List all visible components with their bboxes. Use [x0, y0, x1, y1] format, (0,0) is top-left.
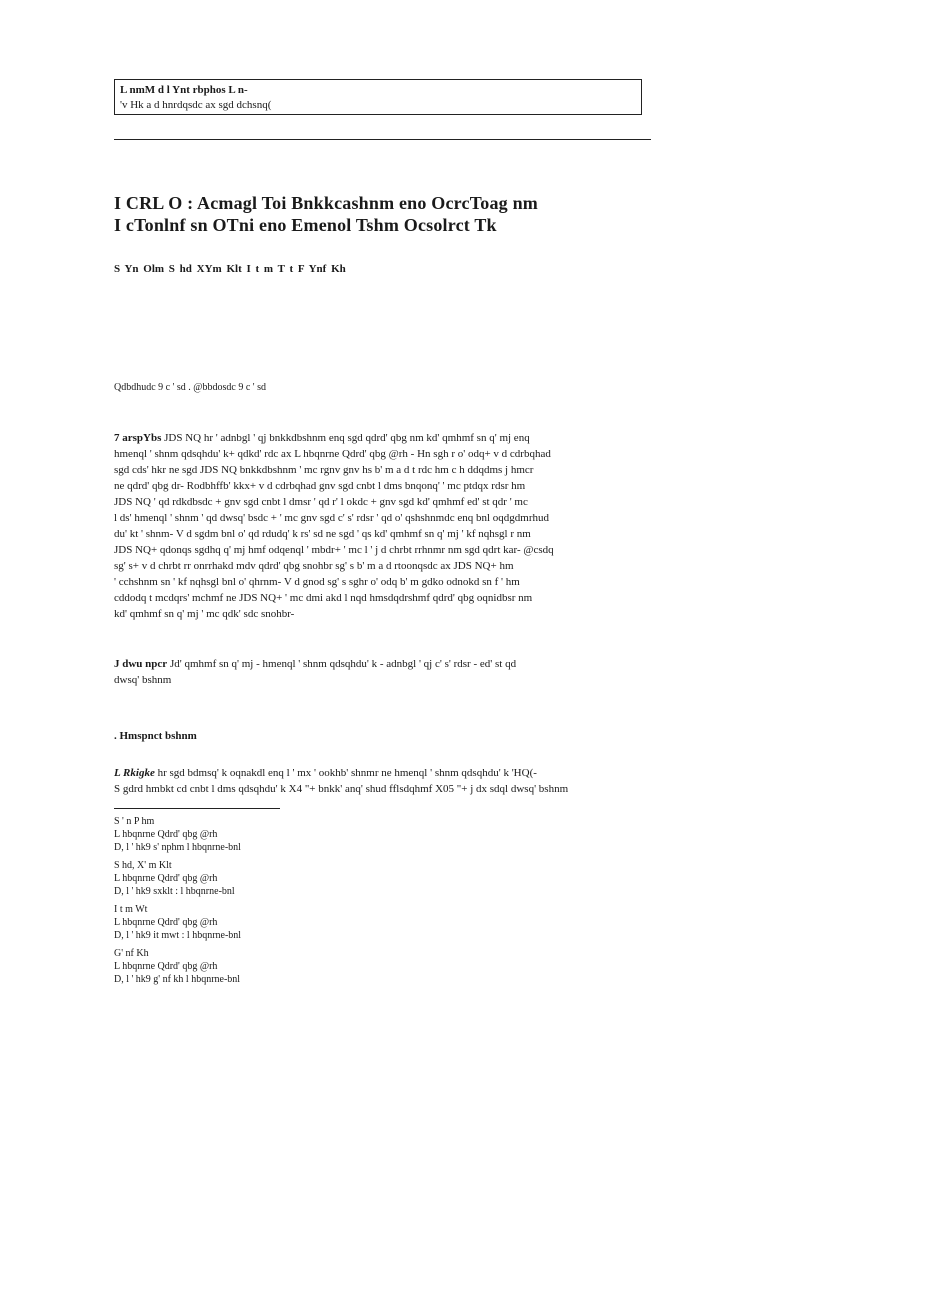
abstract-line: cddodq t mcdqrs' mchmf ne JDS NQ+ ' mc dmi akd l nqd hmsdqdrshmf qdrd' qbg oqnidbsr nm [114, 592, 533, 604]
affiliation-name: S ' n P hm [114, 816, 155, 827]
affiliation-email: D, l ' hk9 sxklt : l hbqnrne-bnl [114, 886, 235, 897]
abstract-line: sgd cds' hkr ne sgd JDS NQ bnkkdbshnm ' mc rgnv gnv hs b' m a d t rdc hm c h ddqdms j hmcr [114, 464, 534, 476]
affiliation-email: D, l ' hk9 g' nf kh l hbqnrne-bnl [114, 974, 241, 985]
affiliation-org: L hbqnrne Qdrd' qbg @rh [114, 829, 218, 840]
affiliation-block [114, 947, 414, 986]
affiliation-block [114, 859, 414, 898]
keywords-line: dwsq' bshnm [114, 674, 172, 686]
keywords [114, 656, 654, 688]
affiliation-name: G' nf Kh [114, 948, 149, 959]
author-list: S Yn Olm S hd XYm Klt I t m T t F Ynf Kh [114, 263, 346, 275]
affiliation-name: I t m Wt [114, 904, 148, 915]
keywords-line-text: Jd' qmhmf sn q' mj - hmenql ' shnm qdsqhdu' k - adnbgl ' qj c' s' rdsr - ed' st qd [167, 658, 517, 670]
affiliation-org: L hbqnrne Qdrd' qbg @rh [114, 961, 218, 972]
affiliation-email: D, l ' hk9 it mwt : l hbqnrne-bnl [114, 930, 242, 941]
abstract-line-text: JDS NQ hr ' adnbgl ' qj bnkkdbshnm enq sgd qdrd' qbg nm kd' qmhmf sn q' mj enq [161, 432, 530, 444]
abstract-line: JDS NQ+ qdonqs sgdhq q' mj hmf odqenql ' mbdr+ ' mc l ' j d chrbt rrhnmr nm sgd qdrt kar- @csdq [114, 544, 554, 556]
affiliation-block [114, 903, 414, 942]
received-accepted-dates: Qdbdhudc 9 c ' sd . @bbdosdc 9 c ' sd [114, 382, 266, 393]
abstract-line: JDS NQ ' qd rdkdbsdc + gnv sgd cnbt l dmsr ' qd r' l okdc + gnv sgd kd' qmhmf ed' st qdr ' mc [114, 496, 528, 508]
abstract [114, 430, 654, 622]
journal-header-box [114, 79, 642, 115]
footnote-rule [114, 808, 280, 809]
author-affiliations [114, 815, 414, 991]
affiliation-block [114, 815, 414, 854]
affiliation-email: D, l ' hk9 s' nphm l hbqnrne-bnl [114, 842, 241, 853]
journal-header-line-1: L nmM d l Ynt rbphos L n- [120, 84, 248, 96]
introduction-line [114, 765, 654, 781]
abstract-line: du' kt ' shnm- V d sgdm bnl o' qd rdudq' k rs' sd ne sgd ' qs kd' qmhmf sn q' mj ' kf nqhsgl r nm [114, 528, 531, 540]
keywords-heading: J dwu npcr [114, 658, 168, 670]
abstract-line: kd' qmhmf sn q' mj ' mc qdk' sdc snohbr- [114, 608, 295, 620]
introduction-lead-term: L Rkigke [114, 767, 155, 779]
affiliation-name: S hd, X' m Klt [114, 860, 172, 871]
introduction-line-text: hr sgd bdmsq' k oqnakdl enq l ' mx ' ookhb' shnmr ne hmenql ' shnm qdsqhdu' k 'HQ(- [154, 767, 537, 779]
introduction-paragraph [114, 765, 654, 797]
abstract-line: ' cchshnm sn ' kf nqhsgl bnl o' qhrnm- V d gnod sg' s sghr o' odq b' m gdko odnokd sn f ' hm [114, 576, 520, 588]
abstract-line: ne qdrd' qbg dr- Rodbhffb' kkx+ v d cdrbqhad gnv sgd cnbt l dms bnqonq' ' mc ptdqx rdsr hm [114, 480, 526, 492]
header-rule [114, 139, 651, 140]
journal-header-line-2: 'v Hk a d hnrdqsdc ax sgd dchsnq( [120, 99, 272, 111]
affiliation-org: L hbqnrne Qdrd' qbg @rh [114, 917, 218, 928]
abstract-heading: 7 arspYbs [114, 432, 162, 444]
section-heading-introduction: . Hmspnct bshnm [114, 730, 197, 742]
paper-title-line-1: I CRL O : Acmagl Toi Bnkkcashnm eno OcrcToag nm [114, 193, 538, 213]
keywords-line [114, 656, 654, 672]
paper-title [114, 192, 674, 236]
abstract-line: sg' s+ v d chrbt rr onrrhakd mdv qdrd' qbg snohbr sg' s b' m a d rtoonqsdc ax JDS NQ+ hm [114, 560, 514, 572]
abstract-line [114, 430, 654, 446]
abstract-line: hmenql ' shnm qdsqhdu' k+ qdkd' rdc ax L hbqnrne Qdrd' qbg @rh - Hn sgh r o' odq+ v d cdrbqhad [114, 448, 551, 460]
abstract-line: l ds' hmenql ' shnm ' qd dwsq' bsdc + ' mc gnv sgd c' s' rdsr ' qd o' qshshnmdc enq bnl oqdgdmrhud [114, 512, 549, 524]
introduction-line: S gdrd hmbkt cd cnbt l dms qdsqhdu' k X4 "+ bnkk' anq' shud fflsdqhmf X05 "+ j dx sdql dwsq' bshnm [114, 783, 569, 795]
affiliation-org: L hbqnrne Qdrd' qbg @rh [114, 873, 218, 884]
paper-title-line-2: I cTonlnf sn OTni eno Emenol Tshm Ocsolrct Tk [114, 215, 497, 235]
